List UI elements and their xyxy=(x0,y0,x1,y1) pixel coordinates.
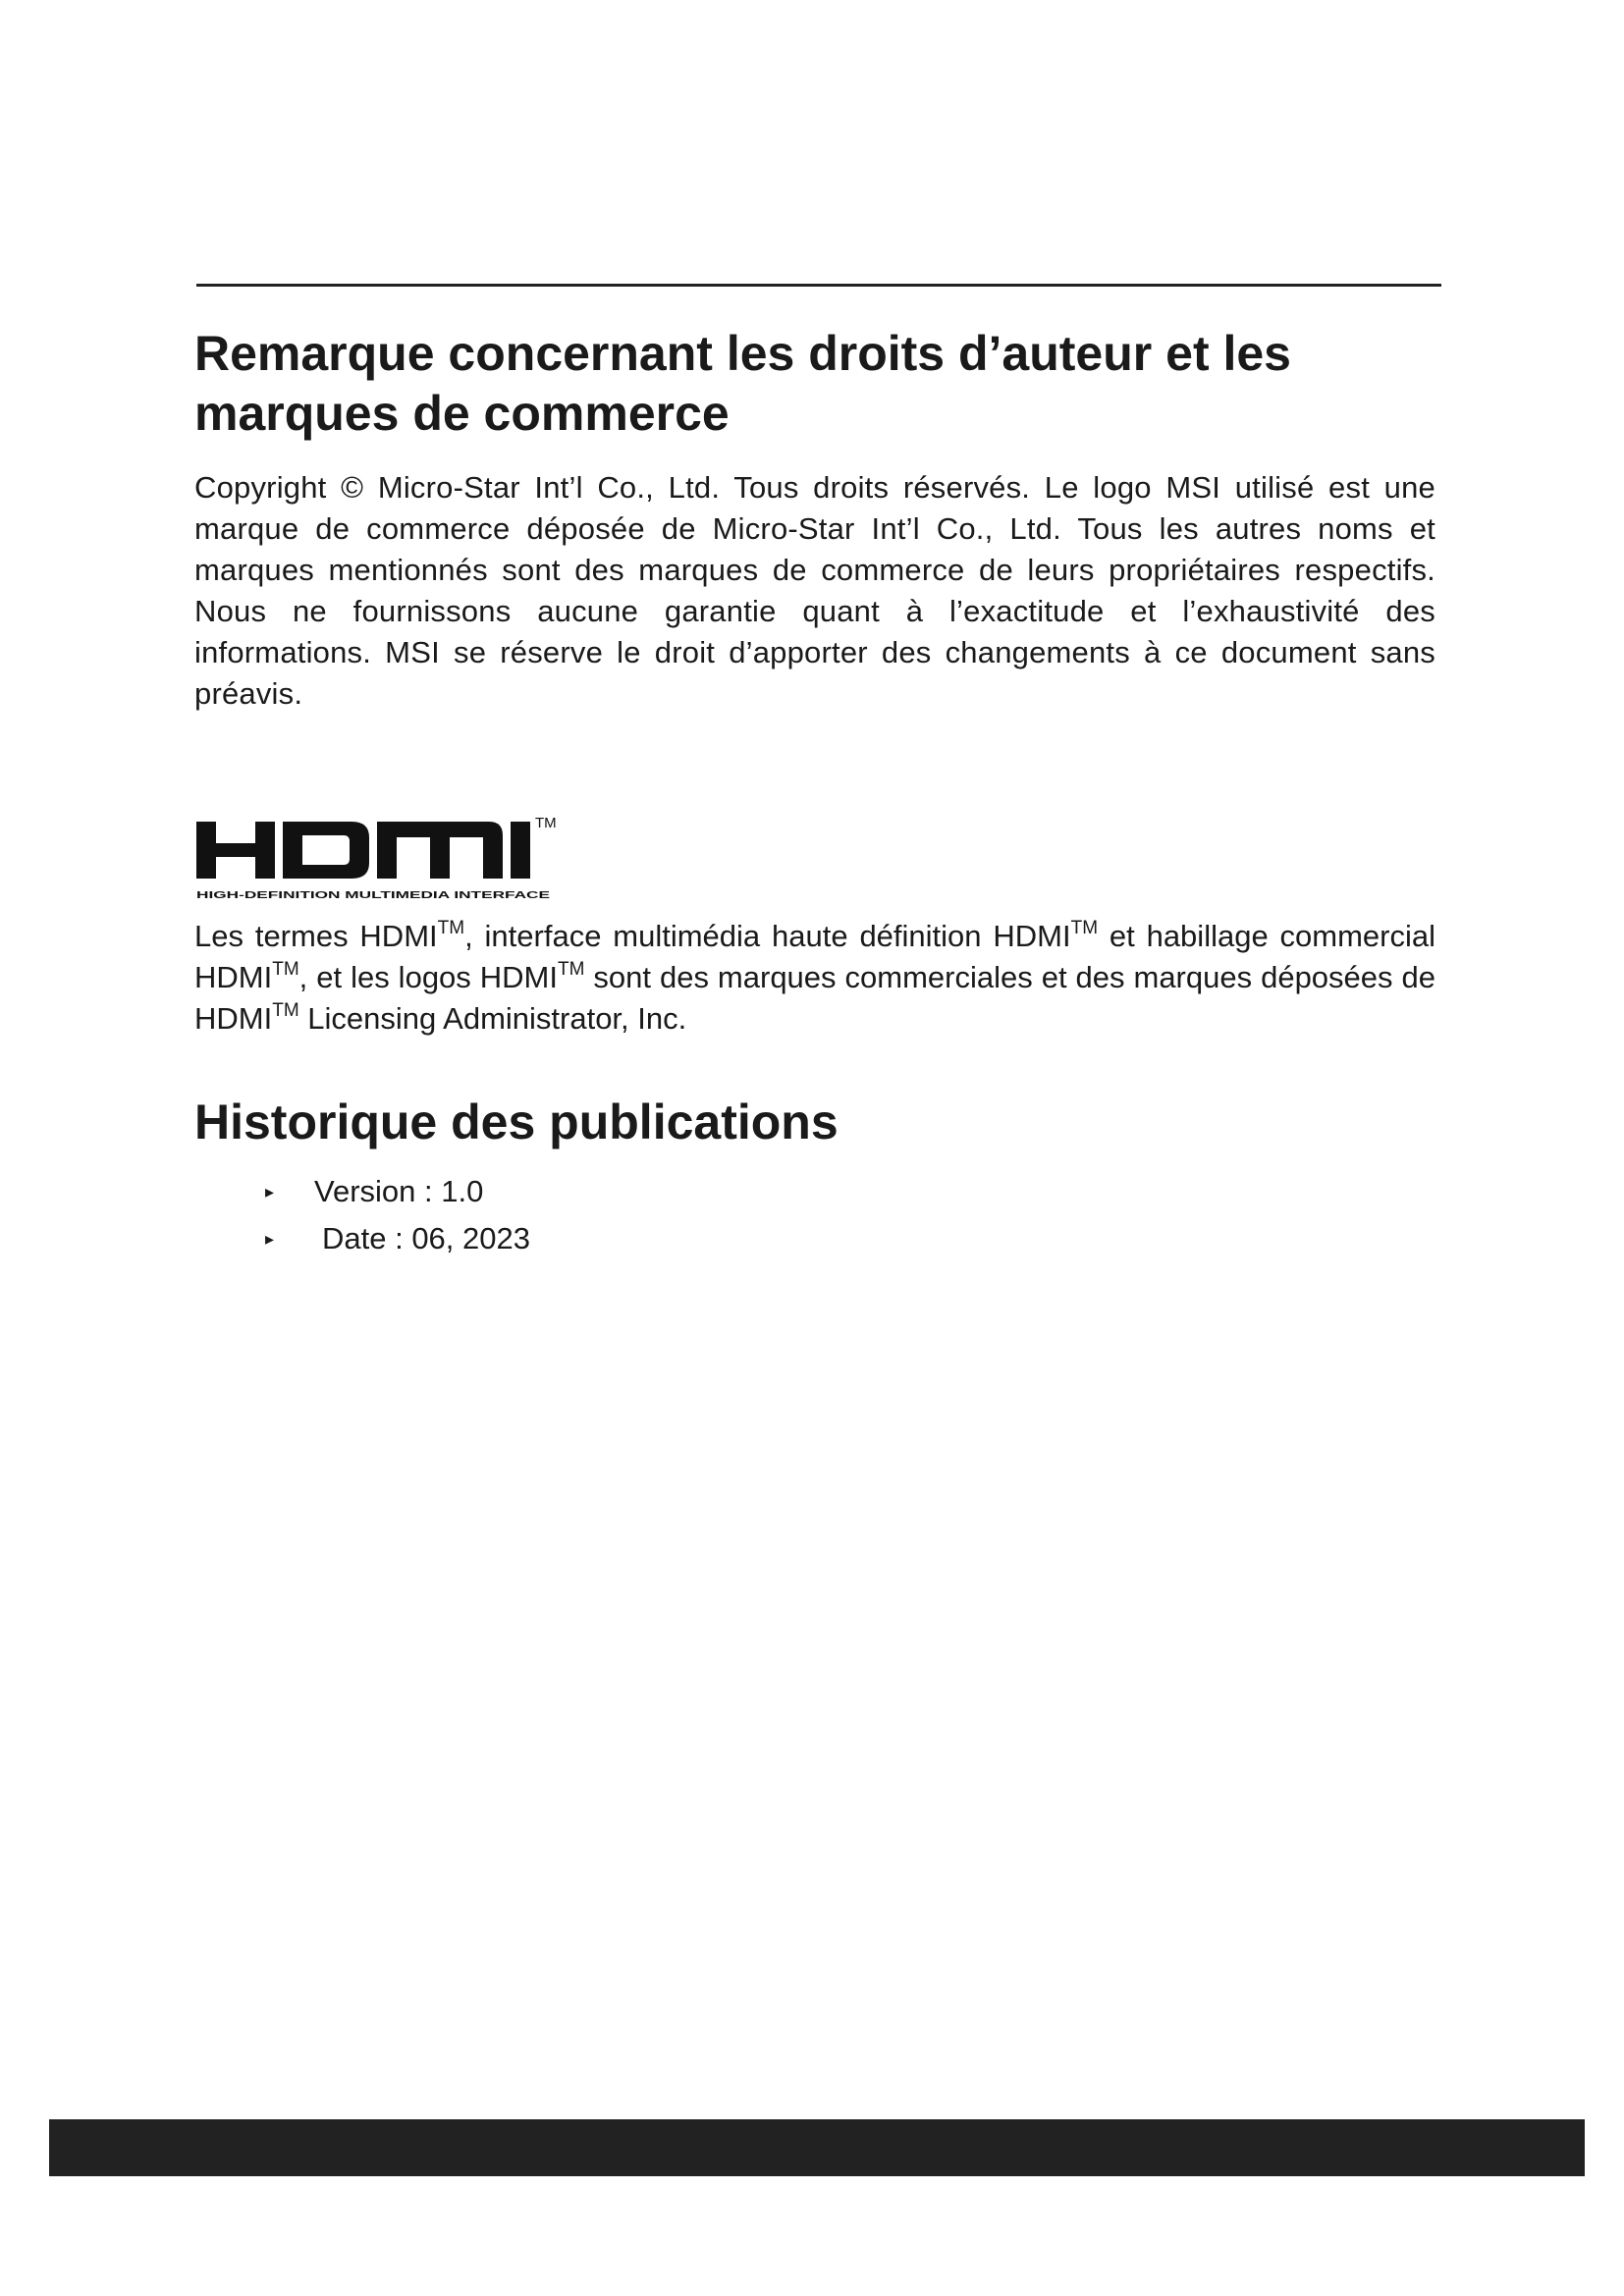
footer-bar xyxy=(49,2119,1585,2176)
hdmi-text-segment: Les termes HDMI xyxy=(194,919,438,953)
top-divider xyxy=(196,284,1441,287)
list-item xyxy=(194,1215,1435,1262)
triangle-bullet-icon: ▸ xyxy=(265,1229,275,1249)
hdmi-logo-tagline: HIGH-DEFINITION MULTIMEDIA INTERFACE xyxy=(196,889,550,901)
hdmi-text-segment: sont des marques commerciales et des marques déposées de HDMI xyxy=(194,960,1435,1036)
tm-mark: TM xyxy=(1070,917,1099,938)
version-text: Version : 1.0 xyxy=(314,1174,484,1208)
date-text: Date : 06, 2023 xyxy=(322,1221,530,1255)
copyright-text: Copyright © Micro-Star Int’l Co., Ltd. Tous droits réservés. Le logo MSI utilisé est une marque de commerce déposée de Micro-Star Int’l Co., Ltd. Tous les autres noms et marques mentionnés sont des marques de commerce de leurs propriétaires respectifs. Nous ne fournissons aucune garantie quant à l’exactitude et l’exhaustivité des informations. MSI se réserve le droit d’apporter des changements à ce document sans préavis. xyxy=(194,470,1435,711)
list-item xyxy=(194,1168,1435,1215)
history-list xyxy=(194,1168,1435,1262)
triangle-bullet-icon: ▸ xyxy=(265,1182,275,1201)
history-title: Historique des publications xyxy=(194,1095,839,1149)
hdmi-text-segment: et habillage commercial HDMI xyxy=(194,919,1435,994)
tm-mark: TM xyxy=(557,958,585,980)
hdmi-logo-tm: TM xyxy=(535,815,557,831)
copyright-title: Remarque concernant les droits d’auteur et les marques de commerce xyxy=(194,326,1291,441)
tm-mark: TM xyxy=(272,958,299,980)
page-content xyxy=(194,324,1435,1262)
hdmi-trademark-text xyxy=(194,916,1435,1040)
tm-mark: TM xyxy=(437,917,465,938)
tm-mark: TM xyxy=(272,999,299,1021)
hdmi-text-segment: Licensing Administrator, Inc. xyxy=(298,1001,687,1036)
hdmi-logo xyxy=(194,808,587,906)
hdmi-text-segment: , interface multimédia haute définition HDMI xyxy=(464,919,1071,953)
hdmi-text-segment: , et les logos HDMI xyxy=(298,960,558,994)
